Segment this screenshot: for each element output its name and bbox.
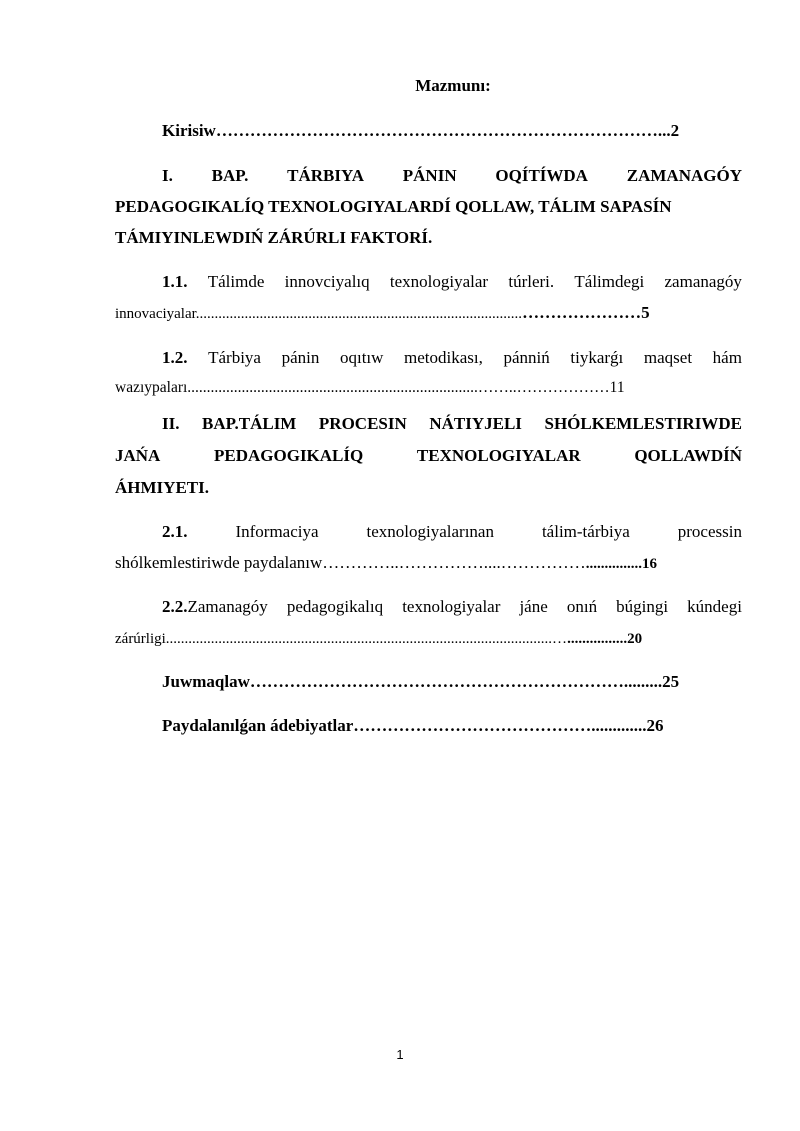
word: zamanagóy [664,272,742,291]
word: processin [677,522,742,541]
word: maqset [643,348,693,367]
entry-lead [162,597,268,617]
word: II. [162,414,180,433]
section-number: 2.2. [162,597,188,616]
word: Tálimde [207,272,265,291]
word: Tálimdegi [574,272,645,291]
word: túrleri. [508,272,555,291]
toc-section-1-1-line2 [115,303,742,323]
toc-section-2-2-line1 [162,597,742,617]
word: Zamanagóy [187,597,268,616]
toc-chapter2-line2 [115,446,742,466]
toc-section-2-1-line2 [115,553,742,573]
word: I. [162,166,173,185]
entry-page: ................20 [567,631,643,647]
word: oqıtıw [339,348,384,367]
toc-entry-references: Paydalanılǵan ádebiyatlar…………………………………….............26 [162,716,664,735]
toc-chapter2-line3: ÁHMIYETI. [115,478,209,497]
page-number: 1 [396,1047,404,1062]
word: pánniń [503,348,550,367]
toc-chapter1-line1 [162,166,742,186]
word: BAP. [211,166,249,185]
entry-text: innovaciyalar....................................................................................... [115,306,523,322]
toc-chapter1-line2: PEDAGOGIKALÍQ TEXNOLOGIYALARDÍ QOLLAW, TÁLIM SAPASÍN [115,197,672,216]
word: TEXNOLOGIYALAR [416,446,581,465]
word: PEDAGOGIKALÍQ [214,446,364,465]
word: metodikası, [404,348,483,367]
toc-entry-intro: Kirisiw……………………………………………………………………...2 [162,121,680,140]
word: PROCESIN [318,414,407,433]
word: OQÍTÍWDA [495,166,588,185]
toc-section-1-1-line1 [162,272,742,292]
toc-section-1-2-line1 [162,348,742,368]
word: TÁRBIYA [287,166,364,185]
entry-text: zárúrligi.......................................................................................................… [115,631,568,647]
word: JAŃA [115,446,161,465]
toc-entry-conclusion: Juwmaqlaw………………………………………………………….........25 [162,672,680,691]
word: búgingi [616,597,669,616]
section-number: 1.2. [162,348,188,367]
section-number: 1.1. [162,272,188,291]
word: tiykarǵı [570,348,624,367]
word: BAP.TÁLIM [202,414,297,433]
entry-page: …………………5 [522,303,650,322]
toc-section-1-2-line2: wazıypaları...........................................................................……..………………11 [115,379,625,396]
word: pedagogikalıq [286,597,384,616]
word: QOLLAWDÍŃ [634,446,742,465]
word: onıń [566,597,598,616]
toc-chapter2-line1 [115,414,742,434]
entry-page: ...............16 [585,556,658,572]
word: kúndegi [687,597,742,616]
word: texnologiyalar [402,597,501,616]
toc-chapter1-line3: TÁMIYINLEWDIŃ ZÁRÚRLI FAKTORÍ. [115,228,433,247]
word: ZAMANAGÓY [626,166,742,185]
word: pánin [281,348,320,367]
word: texnologiyalarınan [366,522,494,541]
word: Tárbiya [208,348,261,367]
word: texnologiyalar [389,272,489,291]
word: jáne [519,597,548,616]
word: Informaciya [235,522,319,541]
word: SHÓLKEMLESTIRIWDE [544,414,742,433]
word: PÁNIN [402,166,457,185]
page-title: Mazmunı: [415,76,491,95]
word: NÁTIYJELI [429,414,522,433]
word: hám [712,348,742,367]
toc-section-2-2-line2 [115,628,742,648]
word: tálim-tárbiya [541,522,630,541]
toc-section-2-1-line1 [162,522,742,542]
word: innovciyalıq [284,272,370,291]
entry-text: shólkemlestiriwde paydalanıw…………..……………....…………… [115,553,586,572]
section-number: 2.1. [162,522,188,541]
